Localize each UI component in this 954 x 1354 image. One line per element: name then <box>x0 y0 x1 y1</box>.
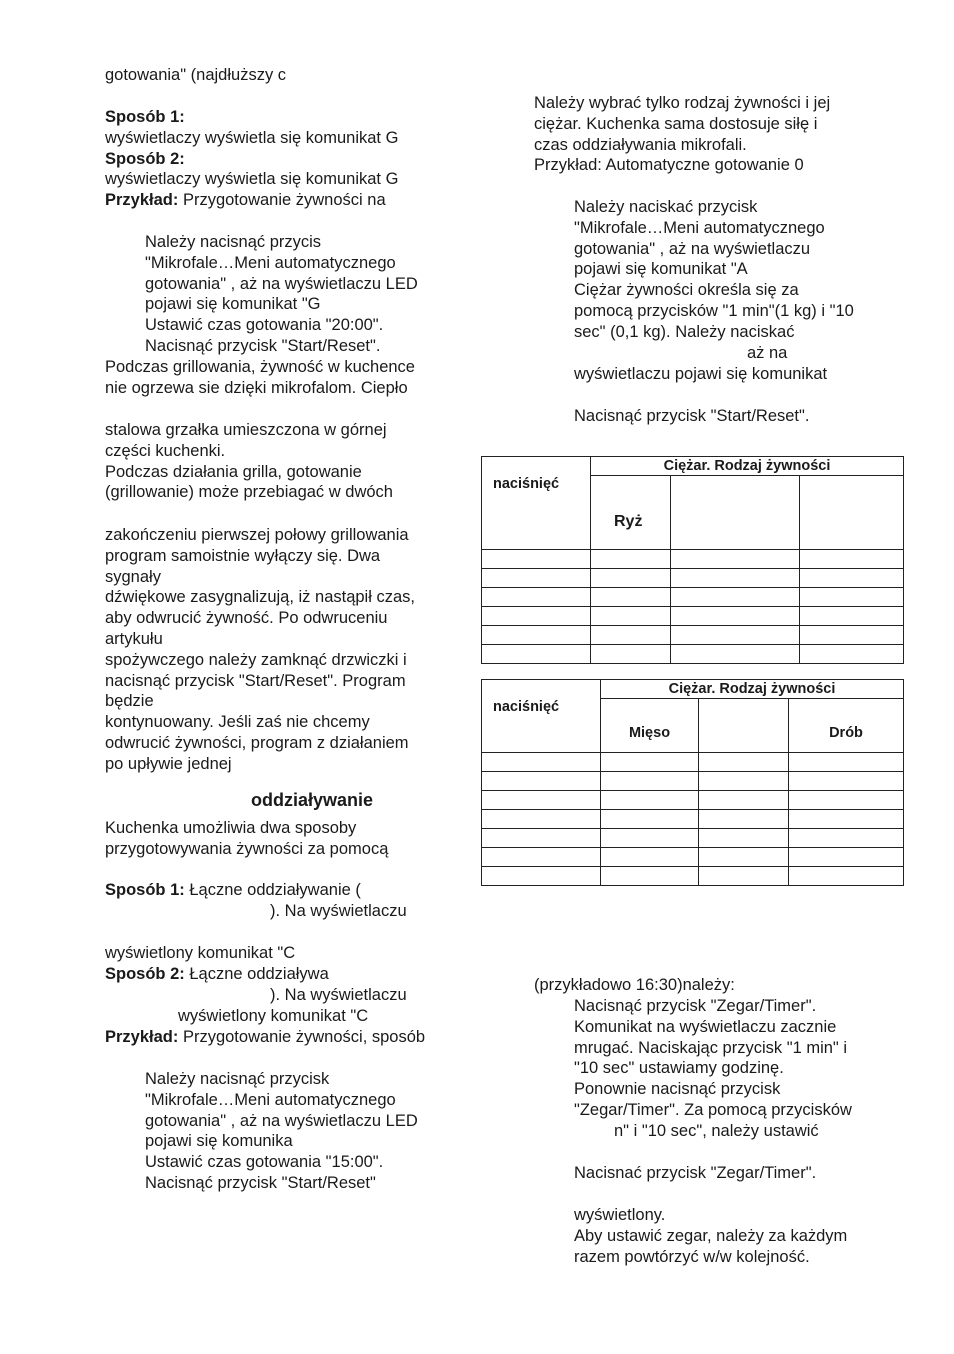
text-line: ciężar. Kuchenka sama dostosuje siłę i <box>534 114 818 133</box>
step-line: "10 sec" ustawiamy godzinę. <box>574 1059 784 1078</box>
text-line: aby odwrucić żywność. Po odwruceniu <box>105 609 388 628</box>
table-row <box>482 588 904 607</box>
presses-header: naciśnięć <box>482 457 591 550</box>
grill-paragraph-3 <box>105 525 415 775</box>
example-label: Przykład: <box>105 191 179 210</box>
table-row <box>482 810 904 829</box>
text-line: nie ogrzewa sie dzięki mikrofalom. Ciepło <box>105 378 408 397</box>
food-rice: Ryż <box>591 476 671 550</box>
table-row <box>482 867 904 886</box>
step-line: pojawi się komunikat "G <box>145 295 321 314</box>
text-line: artykułu <box>105 629 163 648</box>
clock-indent: n" i "10 sec", należy ustawić <box>614 1122 819 1140</box>
food-col-3 <box>800 476 904 550</box>
step-line: Należy nacisnąć przycis <box>145 233 322 251</box>
step-line: gotowania" , aż na wyświetlaczu LED <box>145 1111 418 1130</box>
combined-intro <box>105 818 388 860</box>
text-line: Należy wybrać tylko rodzaj żywności i jej <box>534 94 831 112</box>
method2-label: Sposób 2: <box>105 149 185 168</box>
auto-intro <box>534 93 830 176</box>
step-line: Nacisnąć przycisk "Start/Reset". <box>145 336 381 355</box>
step-line: Nacisnąć przycisk "Zegar/Timer". <box>574 997 817 1015</box>
example-2 <box>105 1027 425 1048</box>
method1-text: Łączne oddziaływanie ( <box>184 881 361 899</box>
table-row <box>482 607 904 626</box>
method2-text: Łączne oddziaływa <box>184 965 329 983</box>
step-line: Należy nacisnąć przycisk <box>145 1070 330 1088</box>
example-text: Przygotowanie żywności na <box>178 191 386 210</box>
method2-cont: ). Na wyświetlaczu <box>270 986 407 1004</box>
step-line: gotowania" , aż na wyświetlaczu LED <box>145 274 418 293</box>
text-line: dźwiękowe zasygnalizują, iż nastąpił czas, <box>105 588 415 607</box>
text-line: (grillowanie) może przebiagać w dwóch <box>105 483 393 502</box>
step-line: sec" (0,1 kg). Należy naciskać <box>574 322 795 341</box>
clock-intro: (przykładowo 16:30)należy: <box>534 976 735 994</box>
table-row <box>482 550 904 569</box>
text-line: stalowa grzałka umieszczona w górnej <box>105 421 387 439</box>
text-line: części kuchenki. <box>105 441 226 460</box>
method2-message: wyświetlony komunikat "C <box>178 1007 369 1025</box>
text-line: sygnały <box>105 567 161 586</box>
text-line: nacisnąć przycisk "Start/Reset". Program <box>105 671 406 690</box>
grill-paragraph-1 <box>105 357 415 399</box>
text-line: po upływie jednej <box>105 754 232 773</box>
step-line: Ustawić czas gotowania "20:00". <box>145 316 384 335</box>
text-line: kontynuowany. Jeśli zaś nie chcemy <box>105 713 370 732</box>
food-col-2 <box>699 699 789 753</box>
auto-display: wyświetlaczu pojawi się komunikat <box>574 365 828 383</box>
step-line: mrugać. Naciskając przycisk "1 min" i <box>574 1038 848 1057</box>
weight-table-rice <box>481 456 904 664</box>
method1-cont: ). Na wyświetlaczu <box>270 902 407 920</box>
table-row <box>482 791 904 810</box>
table-row <box>482 772 904 791</box>
method2-text: wyświetlaczy wyświetla się komunikat G <box>105 170 399 189</box>
weight-type-caption: Ciężar. Rodzaj żywności <box>601 680 904 699</box>
text-line: spożywczego należy zamknąć drzwiczki i <box>105 650 407 669</box>
step-line: Należy naciskać przycisk <box>574 198 758 216</box>
example-line <box>105 190 398 211</box>
grill-steps <box>145 232 418 357</box>
step-line: "Mikrofale…Meni automatycznego <box>145 253 396 272</box>
step-line: pojawi się komunika <box>145 1132 293 1151</box>
method1-label: Sposób 1: <box>105 881 185 899</box>
example-text: Przygotowanie żywności, sposób <box>178 1028 426 1046</box>
food-col-2 <box>671 476 800 550</box>
step-line: pojawi się komunikat "A <box>574 260 748 279</box>
step-line: Ustawić czas gotowania "15:00". <box>145 1153 384 1172</box>
weight-type-caption: Ciężar. Rodzaj żywności <box>591 457 904 476</box>
auto-steps <box>574 197 854 343</box>
combined-steps <box>145 1069 418 1194</box>
auto-az: aż na <box>747 344 788 362</box>
text-line: będzie <box>105 692 154 711</box>
text-line: Podczas działania grilla, gotowanie <box>105 462 362 481</box>
table-row <box>482 829 904 848</box>
table-row <box>482 645 904 664</box>
step-line: Komunikat na wyświetlaczu zacznie <box>574 1017 837 1036</box>
example-label: Przykład: <box>105 1028 179 1046</box>
text-line: Aby ustawić zegar, należy za każdym <box>574 1226 848 1245</box>
text-line: Podczas grillowania, żywność w kuchence <box>105 358 415 376</box>
method2-label: Sposób 2: <box>105 965 185 983</box>
section-heading: oddziaływanie <box>251 790 374 810</box>
text-intro: gotowania" (najdłuższy c <box>105 66 287 84</box>
text-line: odwrucić żywności, program z działaniem <box>105 733 409 752</box>
text-line: razem powtórzyć w/w kolejność. <box>574 1247 810 1266</box>
clock-end <box>574 1205 847 1267</box>
step-line: "Zegar/Timer". Za pomocą przycisków <box>574 1100 852 1119</box>
step-line: "Mikrofale…Meni automatycznego <box>145 1090 396 1109</box>
table-row <box>482 626 904 645</box>
food-poultry: Drób <box>789 699 904 753</box>
step-line: gotowania" , aż na wyświetlaczu <box>574 239 811 258</box>
clock-steps <box>574 996 852 1121</box>
step-line: pomocą przycisków "1 min"(1 kg) i "10 <box>574 301 854 320</box>
method1-text: wyświetlaczy wyświetla się komunikat G <box>105 128 399 147</box>
food-meat: Mięso <box>601 699 699 753</box>
table-row <box>482 753 904 772</box>
weight-table-meat <box>481 679 904 886</box>
table-row <box>482 569 904 588</box>
clock-press: Nacisnać przycisk "Zegar/Timer". <box>574 1164 817 1182</box>
step-line: "Mikrofale…Meni automatycznego <box>574 218 825 237</box>
text-line: program samoistnie wyłączy się. Dwa <box>105 546 381 565</box>
text-line: czas oddziaływania mikrofali. <box>534 135 747 154</box>
text-line: Przykład: Automatyczne gotowanie 0 <box>534 156 804 175</box>
step-line: Ciężar żywności określa się za <box>574 281 799 300</box>
text-line: wyświetlony. <box>574 1206 666 1224</box>
step-line: Ponownie nacisnąć przycisk <box>574 1080 781 1099</box>
text-line: przygotowywania żywności za pomocą <box>105 839 389 858</box>
text-line: zakończeniu pierwszej połowy grillowania <box>105 526 409 544</box>
auto-start: Nacisnąć przycisk "Start/Reset". <box>574 407 810 425</box>
combined-method1 <box>105 880 361 901</box>
grill-paragraph-2 <box>105 420 393 503</box>
combined-method2 <box>105 964 329 985</box>
method1-label: Sposób 1: <box>105 108 185 126</box>
table-row <box>482 848 904 867</box>
step-line: Nacisnąć przycisk "Start/Reset" <box>145 1173 376 1192</box>
method1-message: wyświetlony komunikat "C <box>105 944 296 962</box>
presses-header: naciśnięć <box>482 680 601 753</box>
text-line: Kuchenka umożliwia dwa sposoby <box>105 819 357 837</box>
method1-block <box>105 107 398 211</box>
